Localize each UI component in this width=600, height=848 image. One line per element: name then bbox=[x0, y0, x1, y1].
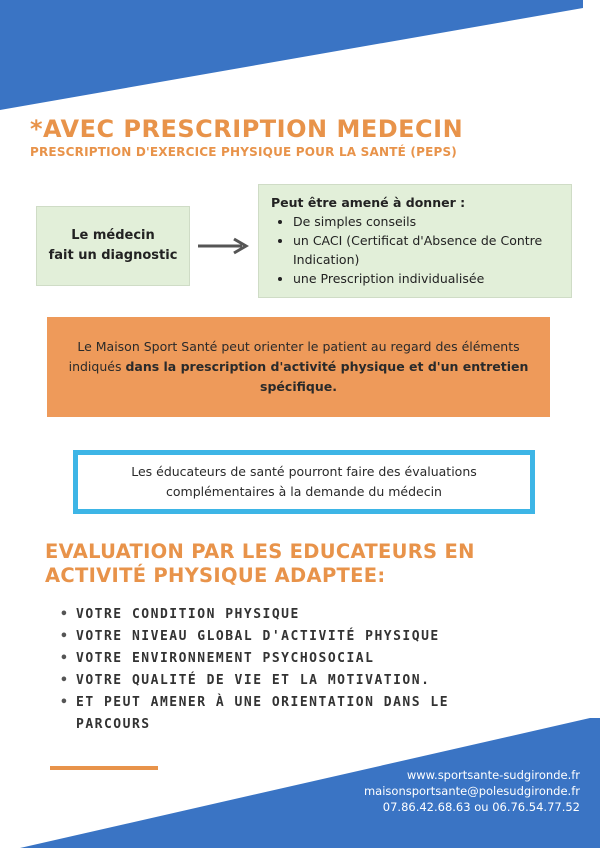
top-blue-band bbox=[0, 0, 600, 120]
educators-line-2: complémentaires à la demande du médecin bbox=[166, 484, 442, 499]
phone-numbers: 07.86.42.68.63 ou 06.76.54.77.52 bbox=[382, 800, 580, 814]
bullet-icon: • bbox=[60, 629, 70, 644]
bullet-icon: • bbox=[60, 607, 70, 622]
bullet-icon: • bbox=[60, 695, 70, 710]
orange-divider bbox=[50, 766, 158, 770]
page-subtitle: PRESCRIPTION D'EXERCICE PHYSIQUE POUR LA SANTÉ (PEPS) bbox=[30, 145, 457, 159]
educators-info-box bbox=[73, 450, 535, 514]
prescription-options-box bbox=[258, 184, 572, 298]
evaluation-item: • VOTRE NIVEAU GLOBAL D'ACTIVITÉ PHYSIQUE bbox=[60, 626, 449, 648]
doctor-line-1: Le médecin bbox=[71, 228, 155, 243]
website-link[interactable]: www.sportsante-sudgironde.fr bbox=[406, 768, 580, 782]
option-item: • une Prescription individualisée bbox=[293, 269, 559, 288]
email-link[interactable]: maisonsportsante@polesudgironde.fr bbox=[363, 784, 580, 798]
evaluation-item: • VOTRE CONDITION PHYSIQUE bbox=[60, 604, 449, 626]
orientation-text-bold: dans la prescription d'activité physique et d'un entretien spécifique. bbox=[125, 359, 529, 394]
orientation-text-start: Le Maison Sport Santé peut orienter le patient au regard des éléments indiqués bbox=[68, 339, 520, 374]
orientation-text bbox=[67, 337, 530, 397]
evaluation-item: • VOTRE ENVIRONNEMENT PSYCHOSOCIAL bbox=[60, 648, 449, 670]
bullet-icon: • bbox=[60, 673, 70, 688]
option-item: • De simples conseils bbox=[293, 212, 559, 231]
orientation-info-box bbox=[47, 317, 550, 417]
bullet-icon: • bbox=[60, 651, 70, 666]
options-heading: Peut être amené à donner : bbox=[271, 195, 466, 210]
doctor-diagnostic-box bbox=[36, 206, 190, 286]
arrow-right-icon bbox=[196, 236, 252, 256]
educators-line-1: Les éducateurs de santé pourront faire des évaluations bbox=[131, 464, 477, 479]
evaluation-item-continuation: PARCOURS bbox=[76, 717, 151, 732]
evaluation-title-line-2: ACTIVITÉ PHYSIQUE ADAPTEE: bbox=[45, 564, 386, 587]
doctor-line-2: fait un diagnostic bbox=[48, 248, 178, 263]
evaluation-title bbox=[45, 540, 475, 588]
page-title: *AVEC PRESCRIPTION MEDECIN bbox=[30, 115, 464, 143]
option-item: • un CACI (Certificat d'Absence de Contre Indication) bbox=[293, 231, 559, 269]
evaluation-item: • VOTRE QUALITÉ DE VIE ET LA MOTIVATION. bbox=[60, 670, 449, 692]
evaluation-item: • ET PEUT AMENER À UNE ORIENTATION DANS LE bbox=[60, 692, 449, 714]
evaluation-title-line-1: EVALUATION PAR LES EDUCATEURS EN bbox=[45, 540, 475, 563]
options-list bbox=[271, 212, 559, 288]
evaluation-list bbox=[60, 604, 449, 736]
contact-info bbox=[364, 767, 580, 815]
